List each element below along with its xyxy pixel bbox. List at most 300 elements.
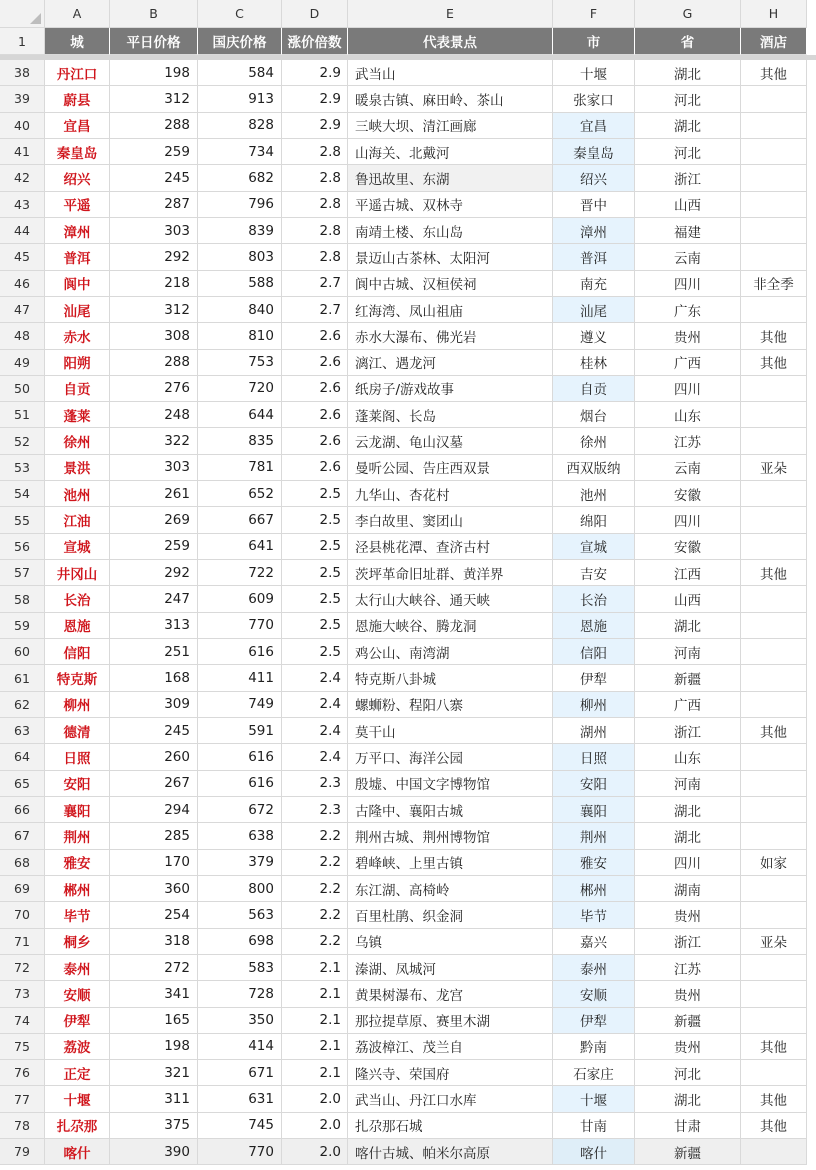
cell-weekday-price[interactable]: 294 <box>110 797 198 823</box>
cell-city[interactable]: 信阳 <box>45 639 110 665</box>
cell-hotel[interactable]: 其他 <box>741 1086 807 1112</box>
cell-holiday-price[interactable]: 810 <box>198 323 282 349</box>
row-number[interactable]: 71 <box>0 929 45 955</box>
cell-attractions[interactable]: 鸡公山、南湾湖 <box>348 639 553 665</box>
cell-prefecture[interactable]: 漳州 <box>553 218 635 244</box>
cell-increase-ratio[interactable]: 2.4 <box>282 692 348 718</box>
cell-province[interactable]: 广东 <box>635 297 741 323</box>
row-number[interactable]: 75 <box>0 1034 45 1060</box>
cell-attractions[interactable]: 百里杜鹃、织金洞 <box>348 902 553 928</box>
cell-weekday-price[interactable]: 292 <box>110 244 198 270</box>
cell-city[interactable]: 汕尾 <box>45 297 110 323</box>
cell-prefecture[interactable]: 日照 <box>553 744 635 770</box>
cell-increase-ratio[interactable]: 2.4 <box>282 718 348 744</box>
cell-city[interactable]: 平遥 <box>45 192 110 218</box>
cell-weekday-price[interactable]: 322 <box>110 428 198 454</box>
cell-hotel[interactable] <box>741 244 807 270</box>
cell-province[interactable]: 安徽 <box>635 534 741 560</box>
cell-increase-ratio[interactable]: 2.5 <box>282 481 348 507</box>
cell-increase-ratio[interactable]: 2.2 <box>282 850 348 876</box>
cell-attractions[interactable]: 阆中古城、汉桓侯祠 <box>348 271 553 297</box>
cell-city[interactable]: 江油 <box>45 507 110 533</box>
cell-hotel[interactable] <box>741 902 807 928</box>
cell-attractions[interactable]: 黄果树瀑布、龙宫 <box>348 981 553 1007</box>
column-header-h[interactable]: H <box>741 0 807 28</box>
column-header-b[interactable]: B <box>110 0 198 28</box>
row-number[interactable]: 57 <box>0 560 45 586</box>
cell-hotel[interactable] <box>741 139 807 165</box>
cell-attractions[interactable]: 山海关、北戴河 <box>348 139 553 165</box>
cell-weekday-price[interactable]: 198 <box>110 60 198 86</box>
cell-city[interactable]: 丹江口 <box>45 60 110 86</box>
cell-attractions[interactable]: 暖泉古镇、麻田岭、茶山 <box>348 86 553 112</box>
cell-increase-ratio[interactable]: 2.6 <box>282 350 348 376</box>
cell-province[interactable]: 四川 <box>635 507 741 533</box>
cell-prefecture[interactable]: 西双版纳 <box>553 455 635 481</box>
cell-increase-ratio[interactable]: 2.5 <box>282 507 348 533</box>
cell-province[interactable]: 云南 <box>635 455 741 481</box>
cell-holiday-price[interactable]: 803 <box>198 244 282 270</box>
cell-city[interactable]: 日照 <box>45 744 110 770</box>
cell-hotel[interactable] <box>741 402 807 428</box>
row-number[interactable]: 72 <box>0 955 45 981</box>
row-number[interactable]: 63 <box>0 718 45 744</box>
row-number[interactable]: 53 <box>0 455 45 481</box>
cell-city[interactable]: 自贡 <box>45 376 110 402</box>
cell-hotel[interactable]: 其他 <box>741 60 807 86</box>
column-header-c[interactable]: C <box>198 0 282 28</box>
cell-prefecture[interactable]: 张家口 <box>553 86 635 112</box>
row-number[interactable]: 60 <box>0 639 45 665</box>
cell-increase-ratio[interactable]: 2.6 <box>282 402 348 428</box>
cell-weekday-price[interactable]: 360 <box>110 876 198 902</box>
cell-increase-ratio[interactable]: 2.0 <box>282 1113 348 1139</box>
cell-province[interactable]: 河南 <box>635 639 741 665</box>
cell-province[interactable]: 广西 <box>635 350 741 376</box>
cell-weekday-price[interactable]: 390 <box>110 1139 198 1165</box>
cell-hotel[interactable]: 其他 <box>741 350 807 376</box>
cell-prefecture[interactable]: 黔南 <box>553 1034 635 1060</box>
cell-city[interactable]: 徐州 <box>45 428 110 454</box>
cell-hotel[interactable]: 亚朵 <box>741 455 807 481</box>
cell-prefecture[interactable]: 荆州 <box>553 823 635 849</box>
cell-increase-ratio[interactable]: 2.2 <box>282 823 348 849</box>
cell-weekday-price[interactable]: 247 <box>110 586 198 612</box>
cell-increase-ratio[interactable]: 2.9 <box>282 60 348 86</box>
cell-city[interactable]: 长治 <box>45 586 110 612</box>
cell-hotel[interactable] <box>741 481 807 507</box>
cell-increase-ratio[interactable]: 2.1 <box>282 1060 348 1086</box>
cell-city[interactable]: 阳朔 <box>45 350 110 376</box>
cell-holiday-price[interactable]: 722 <box>198 560 282 586</box>
cell-province[interactable]: 新疆 <box>635 665 741 691</box>
cell-attractions[interactable]: 溱湖、凤城河 <box>348 955 553 981</box>
cell-holiday-price[interactable]: 588 <box>198 271 282 297</box>
cell-holiday-price[interactable]: 644 <box>198 402 282 428</box>
cell-prefecture[interactable]: 吉安 <box>553 560 635 586</box>
cell-increase-ratio[interactable]: 2.7 <box>282 297 348 323</box>
cell-weekday-price[interactable]: 198 <box>110 1034 198 1060</box>
cell-province[interactable]: 江苏 <box>635 428 741 454</box>
row-number[interactable]: 58 <box>0 586 45 612</box>
cell-attractions[interactable]: 鲁迅故里、东湖 <box>348 165 553 191</box>
cell-hotel[interactable] <box>741 876 807 902</box>
row-number[interactable]: 73 <box>0 981 45 1007</box>
cell-holiday-price[interactable]: 616 <box>198 639 282 665</box>
cell-hotel[interactable]: 其他 <box>741 560 807 586</box>
cell-hotel[interactable] <box>741 1008 807 1034</box>
cell-city[interactable]: 阆中 <box>45 271 110 297</box>
cell-prefecture[interactable]: 长治 <box>553 586 635 612</box>
cell-prefecture[interactable]: 恩施 <box>553 613 635 639</box>
cell-city[interactable]: 普洱 <box>45 244 110 270</box>
cell-increase-ratio[interactable]: 2.3 <box>282 797 348 823</box>
cell-attractions[interactable]: 荆州古城、荆州博物馆 <box>348 823 553 849</box>
cell-city[interactable]: 襄阳 <box>45 797 110 823</box>
cell-attractions[interactable]: 景迈山古茶林、太阳河 <box>348 244 553 270</box>
cell-weekday-price[interactable]: 303 <box>110 218 198 244</box>
cell-province[interactable]: 湖北 <box>635 60 741 86</box>
row-number[interactable]: 67 <box>0 823 45 849</box>
cell-weekday-price[interactable]: 308 <box>110 323 198 349</box>
cell-holiday-price[interactable]: 682 <box>198 165 282 191</box>
cell-city[interactable]: 伊犁 <box>45 1008 110 1034</box>
column-header-g[interactable]: G <box>635 0 741 28</box>
column-header-e[interactable]: E <box>348 0 553 28</box>
row-number[interactable]: 68 <box>0 850 45 876</box>
cell-holiday-price[interactable]: 828 <box>198 113 282 139</box>
cell-holiday-price[interactable]: 835 <box>198 428 282 454</box>
cell-city[interactable]: 宣城 <box>45 534 110 560</box>
cell-province[interactable]: 浙江 <box>635 165 741 191</box>
cell-city[interactable]: 蔚县 <box>45 86 110 112</box>
row-number[interactable]: 43 <box>0 192 45 218</box>
header-weekday-price[interactable]: 平日价格 <box>110 28 198 55</box>
row-number[interactable]: 44 <box>0 218 45 244</box>
cell-city[interactable]: 漳州 <box>45 218 110 244</box>
cell-hotel[interactable] <box>741 165 807 191</box>
cell-hotel[interactable]: 其他 <box>741 323 807 349</box>
cell-prefecture[interactable]: 宜昌 <box>553 113 635 139</box>
cell-holiday-price[interactable]: 839 <box>198 218 282 244</box>
cell-hotel[interactable] <box>741 797 807 823</box>
header-holiday-price[interactable]: 国庆价格 <box>198 28 282 55</box>
cell-prefecture[interactable]: 烟台 <box>553 402 635 428</box>
cell-weekday-price[interactable]: 165 <box>110 1008 198 1034</box>
cell-increase-ratio[interactable]: 2.9 <box>282 113 348 139</box>
cell-weekday-price[interactable]: 261 <box>110 481 198 507</box>
cell-attractions[interactable]: 东江湖、高椅岭 <box>348 876 553 902</box>
row-number[interactable]: 78 <box>0 1113 45 1139</box>
cell-province[interactable]: 河北 <box>635 139 741 165</box>
cell-weekday-price[interactable]: 170 <box>110 850 198 876</box>
cell-prefecture[interactable]: 石家庄 <box>553 1060 635 1086</box>
cell-weekday-price[interactable]: 318 <box>110 929 198 955</box>
cell-province[interactable]: 贵州 <box>635 1034 741 1060</box>
cell-attractions[interactable]: 纸房子/游戏故事 <box>348 376 553 402</box>
cell-increase-ratio[interactable]: 2.5 <box>282 639 348 665</box>
cell-city[interactable]: 荆州 <box>45 823 110 849</box>
cell-holiday-price[interactable]: 616 <box>198 744 282 770</box>
cell-prefecture[interactable]: 信阳 <box>553 639 635 665</box>
cell-city[interactable]: 正定 <box>45 1060 110 1086</box>
cell-prefecture[interactable]: 遵义 <box>553 323 635 349</box>
cell-province[interactable]: 湖南 <box>635 876 741 902</box>
cell-prefecture[interactable]: 伊犁 <box>553 1008 635 1034</box>
cell-hotel[interactable] <box>741 376 807 402</box>
cell-holiday-price[interactable]: 720 <box>198 376 282 402</box>
cell-attractions[interactable]: 李白故里、窦团山 <box>348 507 553 533</box>
cell-province[interactable]: 湖北 <box>635 613 741 639</box>
row-number[interactable]: 69 <box>0 876 45 902</box>
cell-increase-ratio[interactable]: 2.1 <box>282 955 348 981</box>
cell-city[interactable]: 安阳 <box>45 771 110 797</box>
cell-city[interactable]: 景洪 <box>45 455 110 481</box>
cell-prefecture[interactable]: 泰州 <box>553 955 635 981</box>
cell-weekday-price[interactable]: 269 <box>110 507 198 533</box>
cell-prefecture[interactable]: 池州 <box>553 481 635 507</box>
cell-weekday-price[interactable]: 248 <box>110 402 198 428</box>
cell-holiday-price[interactable]: 840 <box>198 297 282 323</box>
cell-province[interactable]: 四川 <box>635 850 741 876</box>
cell-hotel[interactable] <box>741 1139 807 1165</box>
cell-increase-ratio[interactable]: 2.6 <box>282 455 348 481</box>
cell-attractions[interactable]: 荔波樟江、茂兰自 <box>348 1034 553 1060</box>
cell-province[interactable]: 浙江 <box>635 929 741 955</box>
cell-increase-ratio[interactable]: 2.8 <box>282 244 348 270</box>
cell-holiday-price[interactable]: 609 <box>198 586 282 612</box>
cell-attractions[interactable]: 云龙湖、龟山汉墓 <box>348 428 553 454</box>
cell-increase-ratio[interactable]: 2.2 <box>282 902 348 928</box>
cell-increase-ratio[interactable]: 2.6 <box>282 428 348 454</box>
cell-city[interactable]: 泰州 <box>45 955 110 981</box>
cell-province[interactable]: 湖北 <box>635 1086 741 1112</box>
cell-hotel[interactable]: 如家 <box>741 850 807 876</box>
cell-prefecture[interactable]: 晋中 <box>553 192 635 218</box>
cell-city[interactable]: 扎尕那 <box>45 1113 110 1139</box>
cell-city[interactable]: 荔波 <box>45 1034 110 1060</box>
cell-weekday-price[interactable]: 311 <box>110 1086 198 1112</box>
cell-attractions[interactable]: 九华山、杏花村 <box>348 481 553 507</box>
cell-weekday-price[interactable]: 375 <box>110 1113 198 1139</box>
cell-city[interactable]: 宜昌 <box>45 113 110 139</box>
cell-attractions[interactable]: 曼听公园、告庄西双景 <box>348 455 553 481</box>
cell-weekday-price[interactable]: 312 <box>110 297 198 323</box>
cell-weekday-price[interactable]: 245 <box>110 165 198 191</box>
cell-prefecture[interactable]: 普洱 <box>553 244 635 270</box>
cell-city[interactable]: 井冈山 <box>45 560 110 586</box>
cell-attractions[interactable]: 三峡大坝、清江画廊 <box>348 113 553 139</box>
cell-increase-ratio[interactable]: 2.0 <box>282 1086 348 1112</box>
cell-increase-ratio[interactable]: 2.8 <box>282 139 348 165</box>
cell-attractions[interactable]: 隆兴寺、荣国府 <box>348 1060 553 1086</box>
cell-holiday-price[interactable]: 800 <box>198 876 282 902</box>
cell-prefecture[interactable]: 湖州 <box>553 718 635 744</box>
cell-increase-ratio[interactable]: 2.5 <box>282 560 348 586</box>
cell-holiday-price[interactable]: 583 <box>198 955 282 981</box>
cell-increase-ratio[interactable]: 2.4 <box>282 744 348 770</box>
cell-hotel[interactable]: 非全季 <box>741 271 807 297</box>
cell-increase-ratio[interactable]: 2.1 <box>282 1008 348 1034</box>
row-number[interactable]: 70 <box>0 902 45 928</box>
cell-attractions[interactable]: 恩施大峡谷、腾龙洞 <box>348 613 553 639</box>
cell-province[interactable]: 湖北 <box>635 797 741 823</box>
cell-hotel[interactable] <box>741 613 807 639</box>
header-prefecture[interactable]: 市 <box>553 28 635 55</box>
cell-weekday-price[interactable]: 245 <box>110 718 198 744</box>
cell-city[interactable]: 蓬莱 <box>45 402 110 428</box>
row-number[interactable]: 46 <box>0 271 45 297</box>
cell-city[interactable]: 雅安 <box>45 850 110 876</box>
cell-city[interactable]: 特克斯 <box>45 665 110 691</box>
select-all-corner[interactable] <box>0 0 45 28</box>
row-number[interactable]: 51 <box>0 402 45 428</box>
cell-increase-ratio[interactable]: 2.1 <box>282 981 348 1007</box>
cell-hotel[interactable] <box>741 771 807 797</box>
cell-attractions[interactable]: 螺蛳粉、程阳八寨 <box>348 692 553 718</box>
cell-holiday-price[interactable]: 770 <box>198 1139 282 1165</box>
cell-hotel[interactable]: 其他 <box>741 1034 807 1060</box>
cell-province[interactable]: 江苏 <box>635 955 741 981</box>
cell-hotel[interactable]: 其他 <box>741 1113 807 1139</box>
cell-weekday-price[interactable]: 267 <box>110 771 198 797</box>
cell-holiday-price[interactable]: 749 <box>198 692 282 718</box>
row-number[interactable]: 64 <box>0 744 45 770</box>
cell-holiday-price[interactable]: 753 <box>198 350 282 376</box>
row-number[interactable]: 74 <box>0 1008 45 1034</box>
column-header-d[interactable]: D <box>282 0 348 28</box>
cell-city[interactable]: 池州 <box>45 481 110 507</box>
row-number[interactable]: 45 <box>0 244 45 270</box>
header-hotel[interactable]: 酒店 <box>741 28 807 55</box>
row-number[interactable]: 50 <box>0 376 45 402</box>
cell-increase-ratio[interactable]: 2.1 <box>282 1034 348 1060</box>
row-number[interactable]: 52 <box>0 428 45 454</box>
cell-weekday-price[interactable]: 309 <box>110 692 198 718</box>
cell-attractions[interactable]: 漓江、遇龙河 <box>348 350 553 376</box>
cell-hotel[interactable] <box>741 297 807 323</box>
column-header-f[interactable]: F <box>553 0 635 28</box>
cell-attractions[interactable]: 红海湾、凤山祖庙 <box>348 297 553 323</box>
header-attractions[interactable]: 代表景点 <box>348 28 553 55</box>
cell-holiday-price[interactable]: 631 <box>198 1086 282 1112</box>
cell-hotel[interactable] <box>741 955 807 981</box>
cell-province[interactable]: 湖北 <box>635 113 741 139</box>
column-header-a[interactable]: A <box>45 0 110 28</box>
cell-province[interactable]: 甘肃 <box>635 1113 741 1139</box>
cell-hotel[interactable] <box>741 218 807 244</box>
cell-weekday-price[interactable]: 259 <box>110 139 198 165</box>
cell-weekday-price[interactable]: 292 <box>110 560 198 586</box>
row-number[interactable]: 38 <box>0 60 45 86</box>
header-city[interactable]: 城 <box>45 28 110 55</box>
cell-holiday-price[interactable]: 563 <box>198 902 282 928</box>
cell-weekday-price[interactable]: 288 <box>110 113 198 139</box>
cell-hotel[interactable] <box>741 586 807 612</box>
cell-holiday-price[interactable]: 734 <box>198 139 282 165</box>
row-number[interactable]: 76 <box>0 1060 45 1086</box>
cell-attractions[interactable]: 武当山 <box>348 60 553 86</box>
cell-hotel[interactable] <box>741 192 807 218</box>
cell-province[interactable]: 新疆 <box>635 1139 741 1165</box>
cell-holiday-price[interactable]: 913 <box>198 86 282 112</box>
cell-prefecture[interactable]: 宣城 <box>553 534 635 560</box>
cell-hotel[interactable] <box>741 1060 807 1086</box>
cell-prefecture[interactable]: 安阳 <box>553 771 635 797</box>
cell-province[interactable]: 山西 <box>635 192 741 218</box>
row-number[interactable]: 48 <box>0 323 45 349</box>
cell-holiday-price[interactable]: 745 <box>198 1113 282 1139</box>
cell-increase-ratio[interactable]: 2.3 <box>282 771 348 797</box>
cell-attractions[interactable]: 赤水大瀑布、佛光岩 <box>348 323 553 349</box>
cell-attractions[interactable]: 万平口、海洋公园 <box>348 744 553 770</box>
cell-weekday-price[interactable]: 168 <box>110 665 198 691</box>
cell-weekday-price[interactable]: 251 <box>110 639 198 665</box>
cell-hotel[interactable] <box>741 981 807 1007</box>
cell-prefecture[interactable]: 毕节 <box>553 902 635 928</box>
cell-province[interactable]: 山西 <box>635 586 741 612</box>
cell-province[interactable]: 河南 <box>635 771 741 797</box>
row-number[interactable]: 55 <box>0 507 45 533</box>
cell-prefecture[interactable]: 自贡 <box>553 376 635 402</box>
cell-province[interactable]: 广西 <box>635 692 741 718</box>
cell-province[interactable]: 四川 <box>635 271 741 297</box>
cell-prefecture[interactable]: 甘南 <box>553 1113 635 1139</box>
cell-prefecture[interactable]: 襄阳 <box>553 797 635 823</box>
cell-increase-ratio[interactable]: 2.8 <box>282 165 348 191</box>
cell-attractions[interactable]: 喀什古城、帕米尔高原 <box>348 1139 553 1165</box>
cell-attractions[interactable]: 古隆中、襄阳古城 <box>348 797 553 823</box>
cell-city[interactable]: 赤水 <box>45 323 110 349</box>
cell-province[interactable]: 河北 <box>635 1060 741 1086</box>
cell-province[interactable]: 河北 <box>635 86 741 112</box>
cell-prefecture[interactable]: 雅安 <box>553 850 635 876</box>
cell-province[interactable]: 云南 <box>635 244 741 270</box>
cell-hotel[interactable] <box>741 507 807 533</box>
row-number[interactable]: 39 <box>0 86 45 112</box>
cell-holiday-price[interactable]: 411 <box>198 665 282 691</box>
cell-increase-ratio[interactable]: 2.9 <box>282 86 348 112</box>
cell-increase-ratio[interactable]: 2.6 <box>282 376 348 402</box>
cell-holiday-price[interactable]: 591 <box>198 718 282 744</box>
cell-prefecture[interactable]: 柳州 <box>553 692 635 718</box>
cell-city[interactable]: 恩施 <box>45 613 110 639</box>
cell-weekday-price[interactable]: 218 <box>110 271 198 297</box>
row-number[interactable]: 77 <box>0 1086 45 1112</box>
cell-attractions[interactable]: 南靖土楼、东山岛 <box>348 218 553 244</box>
cell-prefecture[interactable]: 十堰 <box>553 1086 635 1112</box>
cell-hotel[interactable] <box>741 823 807 849</box>
row-number[interactable]: 59 <box>0 613 45 639</box>
row-number[interactable]: 1 <box>0 28 45 55</box>
row-number[interactable]: 54 <box>0 481 45 507</box>
cell-attractions[interactable]: 太行山大峡谷、通天峡 <box>348 586 553 612</box>
cell-weekday-price[interactable]: 312 <box>110 86 198 112</box>
cell-attractions[interactable]: 殷墟、中国文字博物馆 <box>348 771 553 797</box>
cell-holiday-price[interactable]: 667 <box>198 507 282 533</box>
cell-weekday-price[interactable]: 321 <box>110 1060 198 1086</box>
row-number[interactable]: 47 <box>0 297 45 323</box>
cell-holiday-price[interactable]: 350 <box>198 1008 282 1034</box>
cell-hotel[interactable] <box>741 534 807 560</box>
cell-hotel[interactable] <box>741 428 807 454</box>
cell-holiday-price[interactable]: 781 <box>198 455 282 481</box>
cell-increase-ratio[interactable]: 2.7 <box>282 271 348 297</box>
cell-city[interactable]: 桐乡 <box>45 929 110 955</box>
cell-province[interactable]: 浙江 <box>635 718 741 744</box>
cell-prefecture[interactable]: 南充 <box>553 271 635 297</box>
cell-weekday-price[interactable]: 276 <box>110 376 198 402</box>
